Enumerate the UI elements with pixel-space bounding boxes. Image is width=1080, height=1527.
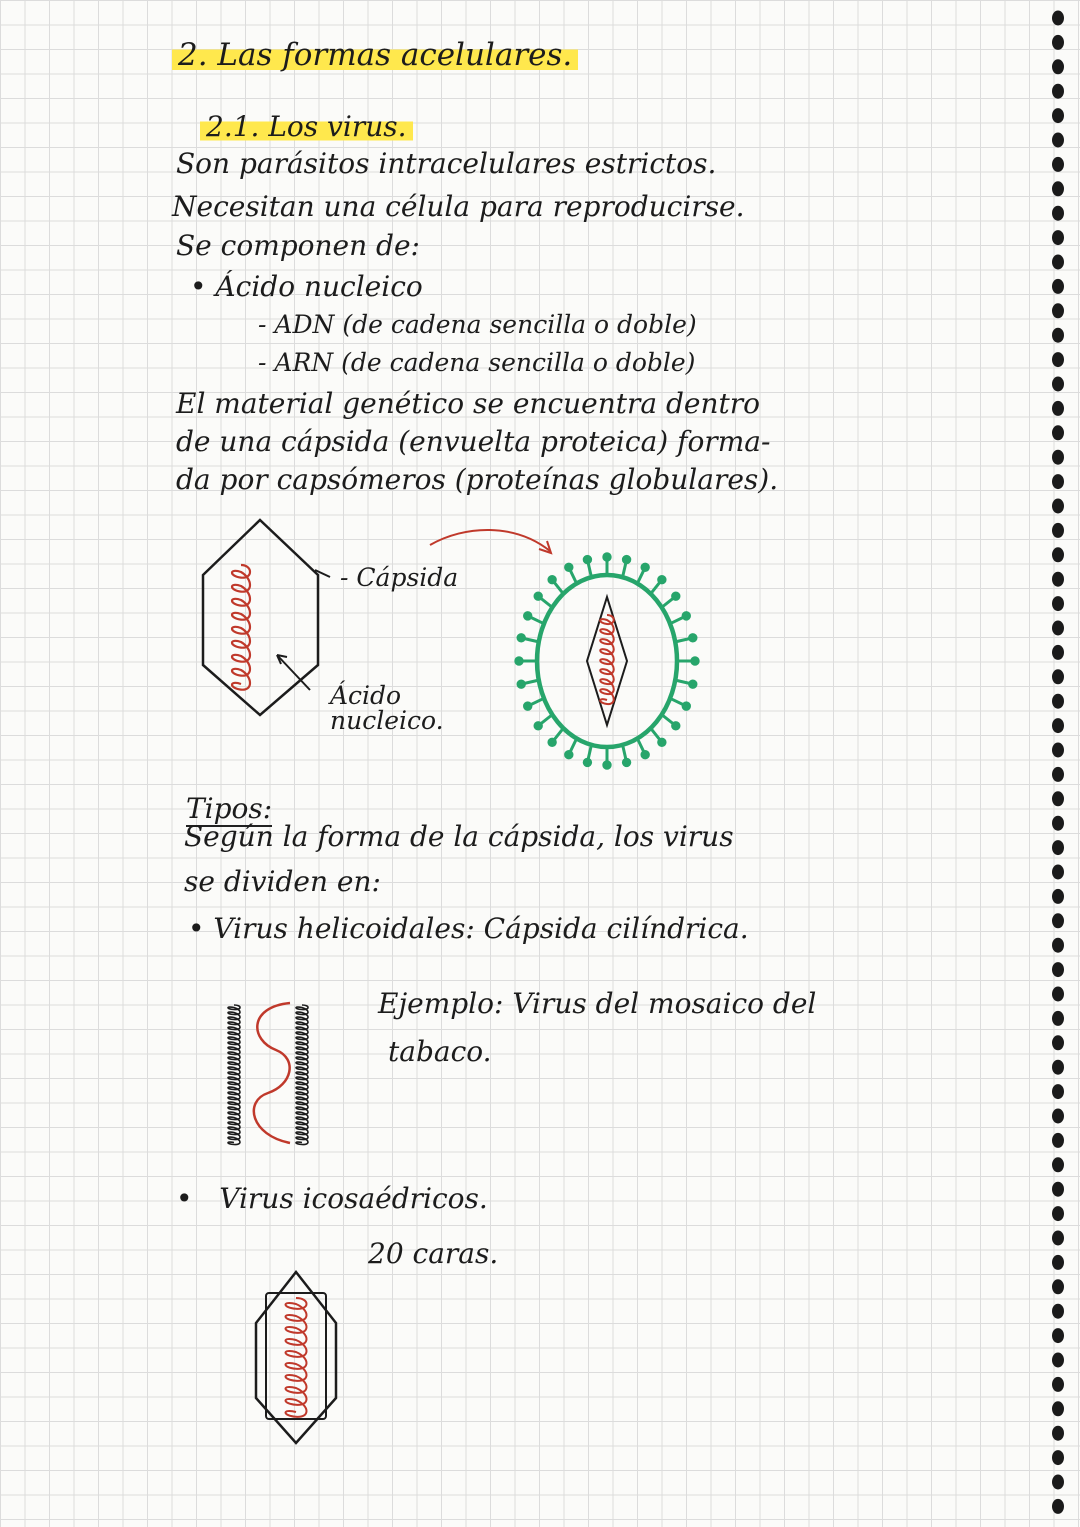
binding-ring	[1052, 865, 1064, 880]
spike-knob	[659, 739, 665, 745]
binding-ring	[1052, 987, 1064, 1002]
binding-ring	[1052, 401, 1064, 416]
page-title: 2. Las formas acelulares.	[172, 40, 578, 71]
binding-ring	[1052, 108, 1064, 123]
icosahedral-faces: 20 caras.	[368, 1237, 499, 1270]
binding-ring	[1052, 767, 1064, 782]
binding-ring	[1052, 1109, 1064, 1124]
binding-ring	[1052, 11, 1064, 26]
icosahedral-virus-figure	[250, 1268, 345, 1448]
section-subtitle: 2.1. Los virus.	[200, 113, 413, 141]
spike-knob	[623, 556, 629, 562]
binding-ring	[1052, 425, 1064, 440]
bullet-helical: • Virus helicoidales: Cápsida cilíndrica.	[188, 912, 749, 945]
genetic-line-3: da por capsómeros (proteínas globulares).	[176, 463, 779, 496]
spike-knob	[549, 739, 555, 745]
binding-ring	[1052, 352, 1064, 367]
spike-knob	[623, 759, 629, 765]
binding-ring	[1052, 279, 1064, 294]
binding-ring	[1052, 1426, 1064, 1441]
spike-knob	[604, 762, 610, 768]
binding-ring	[1052, 1011, 1064, 1026]
binding-ring	[1052, 962, 1064, 977]
types-intro-1: Según la forma de la cápsida, los virus	[184, 820, 734, 853]
binding-ring	[1052, 1377, 1064, 1392]
binding-ring	[1052, 1499, 1064, 1514]
binding-ring	[1052, 1304, 1064, 1319]
spike-knob	[584, 556, 590, 562]
spike-knob	[683, 613, 689, 619]
spike-knob	[690, 635, 696, 641]
binding-ring	[1052, 1231, 1064, 1246]
genetic-line-1: El material genético se encuentra dentro	[176, 387, 761, 420]
spike-knob	[642, 752, 648, 758]
binding-ring	[1052, 450, 1064, 465]
genetic-line-2: de una cápsida (envuelta proteica) forma-	[176, 425, 771, 458]
binding-ring	[1052, 499, 1064, 514]
types-heading: Tipos:	[186, 792, 273, 825]
binding-ring	[1052, 133, 1064, 148]
binding-ring	[1052, 1353, 1064, 1368]
binding-ring	[1052, 889, 1064, 904]
binding-ring	[1052, 1060, 1064, 1075]
binding-ring	[1052, 1084, 1064, 1099]
label-nucleic-acid-1: Ácido	[330, 681, 402, 710]
intro-line-1: Son parásitos intracelulares estrictos.	[176, 147, 717, 180]
rna-item: - ARN (de cadena sencilla o doble)	[258, 348, 696, 377]
binding-ring	[1052, 694, 1064, 709]
binding-ring	[1052, 84, 1064, 99]
binding-ring	[1052, 1450, 1064, 1465]
binding-ring	[1052, 1182, 1064, 1197]
binding-ring	[1052, 59, 1064, 74]
binding-ring	[1052, 181, 1064, 196]
spike-knob	[683, 703, 689, 709]
helical-example-1: Ejemplo: Virus del mosaico del	[378, 987, 817, 1020]
binding-ring	[1052, 1401, 1064, 1416]
binding-ring	[1052, 547, 1064, 562]
binding-ring	[1052, 572, 1064, 587]
binding-ring	[1052, 938, 1064, 953]
intro-line-2: Necesitan una célula para reproducirse.	[172, 190, 745, 223]
spike-knob	[518, 681, 524, 687]
binding-ring	[1052, 255, 1064, 270]
helical-example-2: tabaco.	[388, 1035, 492, 1068]
binding-ring	[1052, 816, 1064, 831]
helical-virus-figure	[220, 995, 340, 1155]
spike-knob	[518, 635, 524, 641]
binding-ring	[1052, 377, 1064, 392]
spike-knob	[673, 723, 679, 729]
binding-ring	[1052, 1157, 1064, 1172]
binding-ring	[1052, 206, 1064, 221]
spike-knob	[535, 593, 541, 599]
binding-ring	[1052, 1328, 1064, 1343]
types-intro-2: se dividen en:	[184, 865, 381, 898]
spike-knob	[516, 658, 522, 664]
binding-ring	[1052, 303, 1064, 318]
binding-ring	[1052, 645, 1064, 660]
spike-knob	[549, 576, 555, 582]
notebook-binding	[1020, 0, 1080, 1527]
binding-ring	[1052, 523, 1064, 538]
binding-ring	[1052, 791, 1064, 806]
binding-ring	[1052, 669, 1064, 684]
bullet-nucleic-acid: • Ácido nucleico	[190, 270, 423, 303]
binding-ring	[1052, 596, 1064, 611]
binding-ring	[1052, 35, 1064, 50]
dna-item: - ADN (de cadena sencilla o doble)	[258, 310, 697, 339]
binding-ring	[1052, 1279, 1064, 1294]
spike-knob	[525, 613, 531, 619]
binding-ring	[1052, 230, 1064, 245]
spike-knob	[642, 564, 648, 570]
label-nucleic-acid-2: nucleico.	[330, 706, 444, 735]
label-capsid: - Cápsida	[340, 563, 459, 592]
binding-ring	[1052, 328, 1064, 343]
binding-ring	[1052, 1206, 1064, 1221]
enveloped-virus-figure	[505, 545, 705, 775]
intro-line-3: Se componen de:	[176, 229, 420, 262]
spike-knob	[692, 658, 698, 664]
binding-ring	[1052, 913, 1064, 928]
spike-knob	[566, 752, 572, 758]
binding-ring	[1052, 743, 1064, 758]
spike-knob	[604, 554, 610, 560]
spike-knob	[659, 576, 665, 582]
spike-knob	[584, 759, 590, 765]
binding-ring	[1052, 157, 1064, 172]
binding-ring	[1052, 1255, 1064, 1270]
spike-knob	[673, 593, 679, 599]
binding-ring	[1052, 718, 1064, 733]
spike-knob	[690, 681, 696, 687]
spike-knob	[535, 723, 541, 729]
binding-ring	[1052, 1475, 1064, 1490]
binding-ring	[1052, 474, 1064, 489]
spike-knob	[566, 564, 572, 570]
binding-ring	[1052, 1035, 1064, 1050]
spike-knob	[525, 703, 531, 709]
binding-ring	[1052, 621, 1064, 636]
binding-ring	[1052, 1133, 1064, 1148]
capsid-hexagon-figure	[195, 515, 335, 725]
bullet-icosahedral: • Virus icosaédricos.	[176, 1182, 488, 1215]
binding-ring	[1052, 840, 1064, 855]
